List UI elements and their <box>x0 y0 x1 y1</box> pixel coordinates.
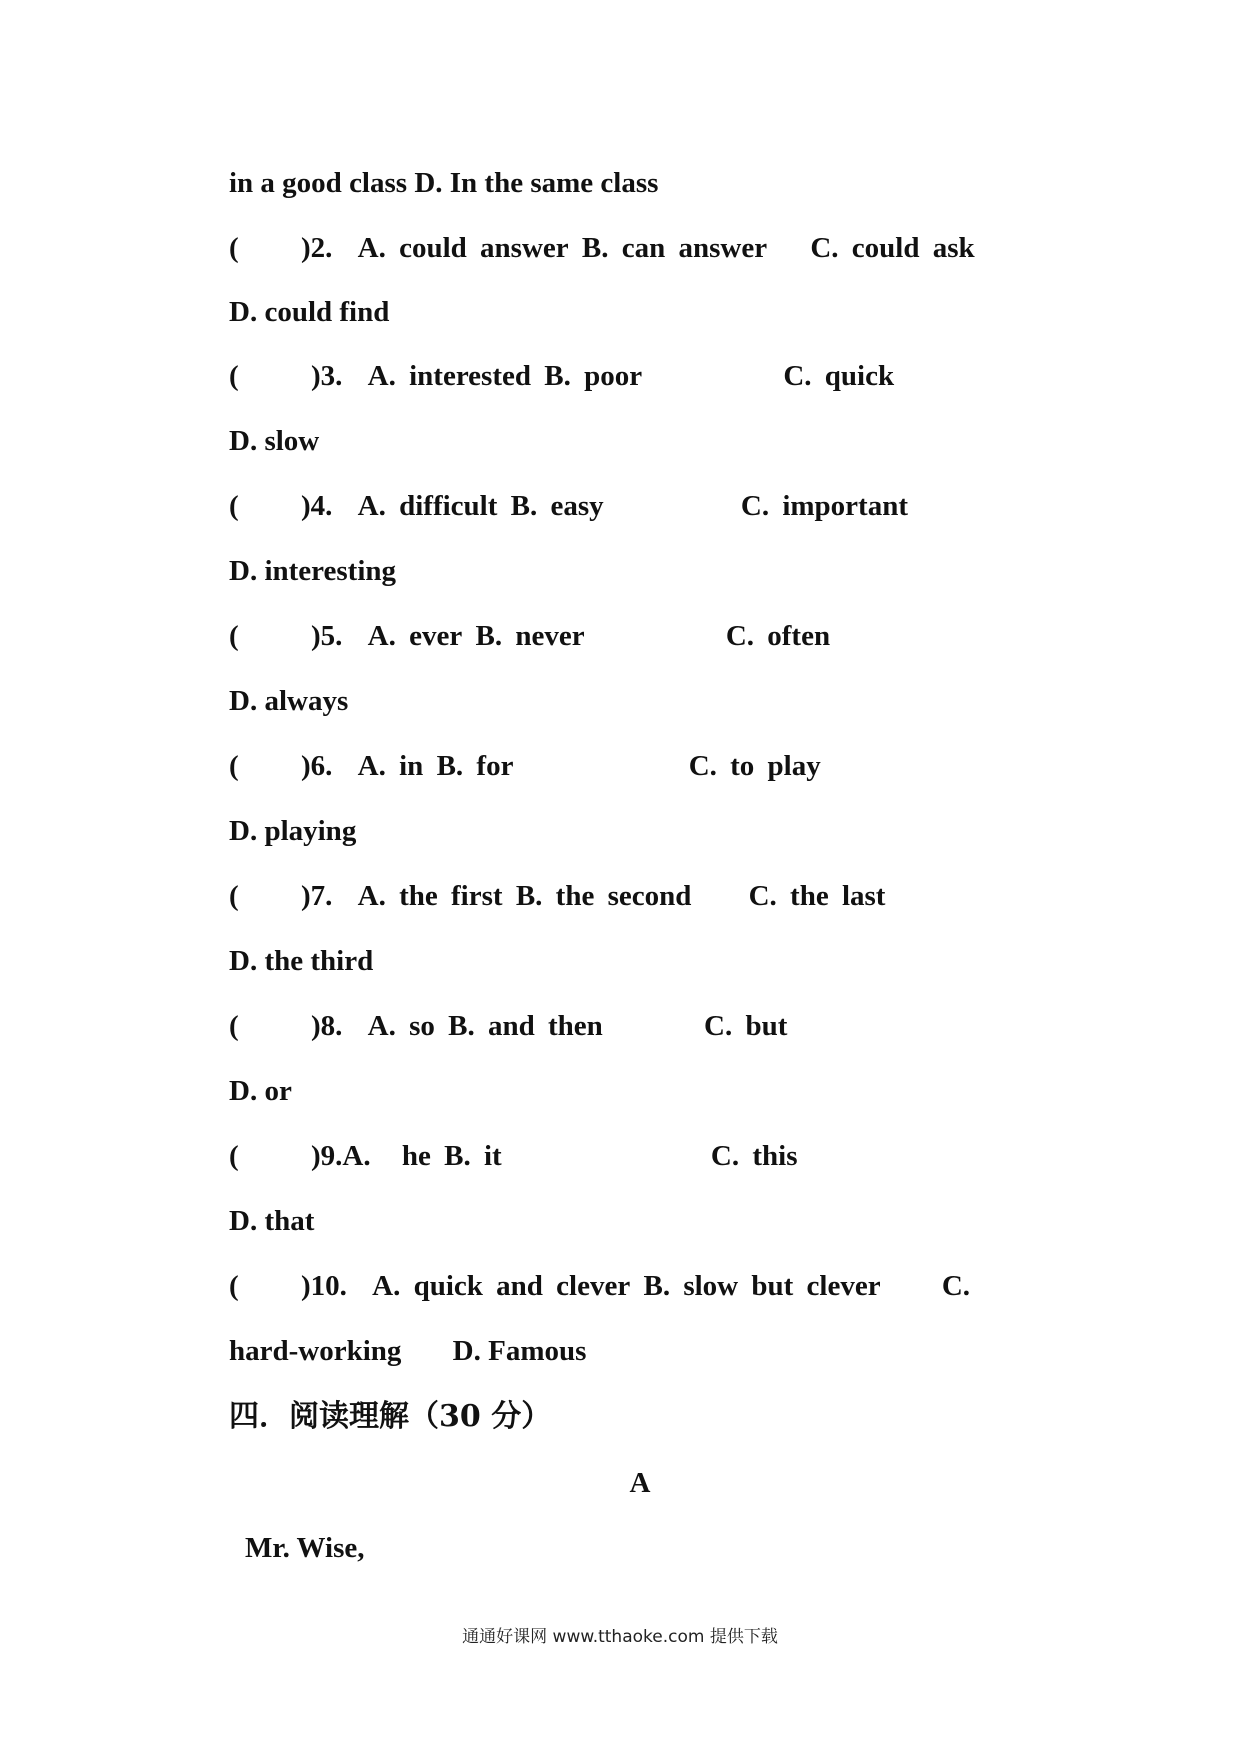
answer-blank: ( <box>229 360 239 392</box>
question-number: )9.A. <box>311 1140 371 1172</box>
option-a: A. difficult <box>357 490 498 522</box>
answer-blank: ( <box>229 1140 239 1172</box>
option-d: D. playing <box>229 815 357 847</box>
option-b: B. can answer <box>581 232 768 264</box>
question-3-option-d <box>229 423 1051 459</box>
question-number: )6. <box>301 750 333 782</box>
option-c: C. to play <box>688 750 821 782</box>
option-c: C. this <box>710 1140 798 1172</box>
section-title: 四．阅读理解（30 分） <box>229 1399 552 1434</box>
question-10 <box>229 1268 1051 1304</box>
question-4-options <box>301 488 1051 524</box>
option-a: A. could answer <box>357 232 569 264</box>
option-c: C. important <box>740 490 908 522</box>
question-5-option-d <box>229 683 1051 719</box>
option-c: C. but <box>704 1010 788 1042</box>
answer-blank: ( <box>229 232 239 264</box>
answer-blank: ( <box>229 750 239 782</box>
question-7 <box>229 878 1051 914</box>
question-4-option-d <box>229 553 1051 589</box>
question-2-options <box>301 230 1051 266</box>
question-number: )2. <box>301 232 333 264</box>
option-b: B. the second <box>515 880 692 912</box>
answer-blank: ( <box>229 1010 239 1042</box>
question-6-option-d <box>229 813 1051 849</box>
question-number: )10. <box>301 1270 347 1302</box>
option-d: D. that <box>229 1205 315 1237</box>
option-line-1 <box>229 165 1051 201</box>
option-a: A. the first <box>357 880 503 912</box>
option-d: D. interesting <box>229 555 397 587</box>
question-2 <box>229 230 1051 266</box>
option-b: B. and then <box>448 1010 603 1042</box>
option-b: B. for <box>436 750 514 782</box>
option-b: B. never <box>475 620 585 652</box>
option-c: C. often <box>725 620 831 652</box>
answer-blank: ( <box>229 880 239 912</box>
option-d: D. the third <box>229 945 374 977</box>
answer-blank: ( <box>229 490 239 522</box>
option-c-text: hard-working <box>229 1335 402 1367</box>
answer-blank: ( <box>229 620 239 652</box>
option-c: C. quick <box>783 360 895 392</box>
question-10-continued <box>229 1333 1051 1369</box>
option-b: B. poor <box>544 360 643 392</box>
question-9-options <box>311 1138 1051 1174</box>
answer-blank: ( <box>229 1270 239 1302</box>
question-7-option-d <box>229 943 1051 979</box>
question-10-options <box>301 1268 1051 1304</box>
question-8-options <box>311 1008 1051 1044</box>
question-6-options <box>301 748 1051 784</box>
option-a: he <box>401 1140 431 1172</box>
option-d: D. always <box>229 685 349 717</box>
question-5 <box>229 618 1051 654</box>
option-d: D. or <box>229 1075 292 1107</box>
option-a: A. so <box>367 1010 435 1042</box>
option-b: B. slow but clever <box>643 1270 881 1302</box>
option-d: D. slow <box>229 425 320 457</box>
question-9 <box>229 1138 1051 1174</box>
question-6 <box>229 748 1051 784</box>
option-line-1-text: in a good class D. In the same class <box>229 167 659 199</box>
option-a: A. in <box>357 750 424 782</box>
option-d: D. Famous <box>452 1335 587 1367</box>
question-3 <box>229 358 1051 394</box>
question-number: )8. <box>311 1010 343 1042</box>
option-a: A. ever <box>367 620 463 652</box>
option-b: B. easy <box>510 490 604 522</box>
option-a: A. quick and clever <box>372 1270 631 1302</box>
option-c: C. the last <box>748 880 886 912</box>
question-number: )5. <box>311 620 343 652</box>
question-8-option-d <box>229 1073 1051 1109</box>
question-number: )3. <box>311 360 343 392</box>
letter-salutation: Mr. Wise, <box>245 1532 365 1564</box>
question-2-option-d <box>229 294 1051 330</box>
question-4 <box>229 488 1051 524</box>
passage-label: A <box>629 1467 651 1499</box>
question-number: )4. <box>301 490 333 522</box>
question-9-option-d <box>229 1203 1051 1239</box>
option-c: C. <box>941 1270 971 1302</box>
option-c: C. could ask <box>810 232 975 264</box>
question-8 <box>229 1008 1051 1044</box>
question-7-options <box>301 878 1051 914</box>
option-d: D. could find <box>229 296 390 328</box>
page-footer: 通通好课网 www.tthaoke.com 提供下载 <box>462 1627 778 1647</box>
option-b: B. it <box>444 1140 502 1172</box>
question-3-options <box>311 358 1051 394</box>
question-5-options <box>311 618 1051 654</box>
question-number: )7. <box>301 880 333 912</box>
option-a: A. interested <box>367 360 531 392</box>
